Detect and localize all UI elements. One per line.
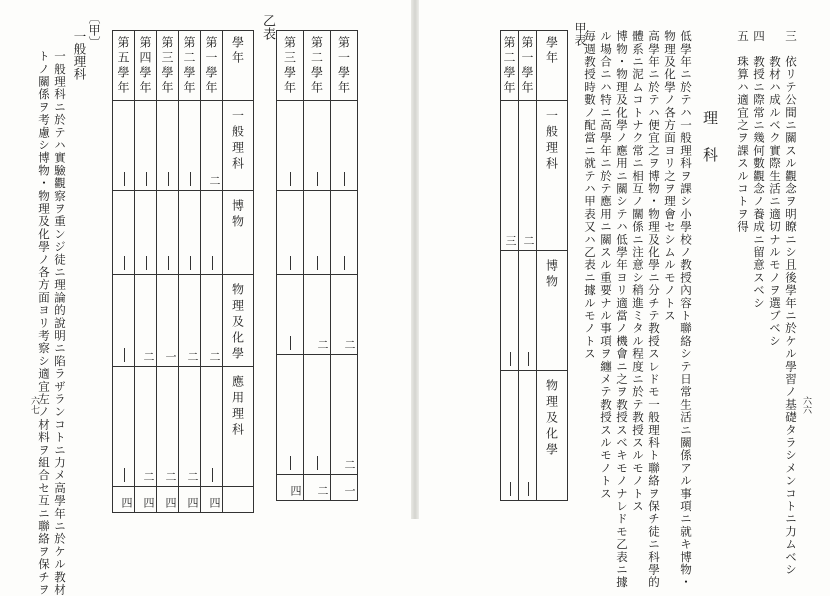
- right-body-text: [582, 30, 694, 589]
- dash-mark: [124, 256, 125, 270]
- hours-value: 二: [208, 175, 221, 186]
- grade-header-text: 第一學年: [520, 36, 534, 96]
- table-row: [277, 101, 358, 191]
- hours-cell: [113, 101, 135, 191]
- dash-mark: [124, 348, 125, 362]
- subject-label: 物理及化學: [544, 379, 559, 459]
- grade-header-text: 第一學年: [336, 36, 351, 96]
- dash-mark: [290, 256, 291, 270]
- hours-cell: [113, 275, 135, 367]
- numbered-item: 三 依リテ公間ニ關スル觀念ヲ明瞭ニシ且後學年ニ於ケル學習ノ基礎タラシメンコトニ力ムベシ: [784, 30, 798, 577]
- hours-value: 一: [164, 351, 177, 362]
- table-row: [113, 367, 254, 487]
- hours-value: 三: [504, 235, 517, 246]
- hours-cell: [157, 191, 179, 275]
- grade-header: [501, 31, 519, 101]
- ko-table: [500, 30, 568, 501]
- hours-value: 二: [316, 485, 329, 496]
- hours-cell: [304, 355, 331, 475]
- hours-value: 一: [343, 485, 356, 496]
- grade-header: [179, 31, 201, 101]
- hours-cell: [201, 487, 223, 513]
- hours-cell: [331, 355, 358, 475]
- subject-cell: [223, 101, 254, 191]
- dash-mark: [317, 456, 318, 470]
- right-numbered-items: [735, 30, 799, 576]
- dash-mark: [190, 172, 191, 186]
- table-row: [113, 487, 254, 513]
- hours-cell: [157, 487, 179, 513]
- numbered-item: 教材ハ成ルベク實際生活ニ適切ナルモノヲ選ブベシ: [768, 30, 782, 348]
- dash-mark: [124, 172, 125, 186]
- right-body-line: 博物・物理及化學ノ應用ニ關シテハ低學年ヨリ適當ノ機會ニ之ヲ教授スベキモノナレドモ乙表ニ據: [615, 30, 629, 589]
- subject-label: 應用理科: [230, 375, 245, 439]
- hours-cell: [113, 487, 135, 513]
- subject-label: 博物: [544, 259, 559, 291]
- dash-mark: [510, 352, 511, 366]
- hours-cell: [179, 275, 201, 367]
- subject-label: 一般理科: [544, 109, 559, 173]
- dash-mark: [344, 256, 345, 270]
- hours-cell: [519, 251, 537, 371]
- table-row: [277, 191, 358, 275]
- table-row: [113, 191, 254, 275]
- hours-value: 四: [186, 497, 199, 508]
- numbered-item: 四 教授ニ際常ニ幾何數觀念ノ養成ニ留意スベシ: [752, 30, 766, 310]
- dash-mark: [146, 172, 147, 186]
- grade-header-text: 第一學年: [204, 36, 218, 96]
- subject-cell: [223, 487, 254, 513]
- hours-cell: [277, 101, 304, 191]
- grade-header-text: 第二學年: [502, 36, 516, 96]
- hours-value: 二: [186, 351, 199, 362]
- year-header: [537, 31, 568, 101]
- hours-cell: [277, 275, 304, 355]
- table-row: [113, 275, 254, 367]
- section-heading-rika: 理科: [701, 110, 719, 184]
- hours-cell: [179, 487, 201, 513]
- hours-cell: [135, 367, 157, 487]
- hours-cell: [304, 275, 331, 355]
- grade-header: [135, 31, 157, 101]
- table-label-ko: 甲表: [573, 22, 587, 46]
- year-header-text: 學年: [230, 36, 245, 66]
- hours-cell: [519, 101, 537, 251]
- hours-cell: [135, 487, 157, 513]
- grade-header: [519, 31, 537, 101]
- subject-cell: [537, 371, 568, 501]
- hours-cell: [201, 191, 223, 275]
- hours-cell: [304, 475, 331, 501]
- table-row: [113, 101, 254, 191]
- hours-cell: [277, 475, 304, 501]
- grade-header: [201, 31, 223, 101]
- hours-cell: [304, 191, 331, 275]
- hours-value: 二: [208, 351, 221, 362]
- year-header: [223, 31, 254, 101]
- left-page-number: 六七: [29, 396, 39, 414]
- dash-mark: [190, 256, 191, 270]
- grade-header: [277, 31, 304, 101]
- hours-value: 四: [208, 497, 221, 508]
- grade-header-text: 第四學年: [138, 36, 152, 96]
- dash-mark: [317, 172, 318, 186]
- left-body-text: [36, 50, 68, 596]
- right-body-line: 物理及化學ノ各方面ヨリ之ヲ理會セシムルモノトス: [663, 30, 677, 323]
- dash-mark: [317, 256, 318, 270]
- hours-value: 四: [120, 497, 133, 508]
- table-label-otsu: 乙表: [260, 14, 275, 40]
- dash-mark: [168, 172, 169, 186]
- hours-cell: [157, 275, 179, 367]
- table-row: [501, 251, 568, 371]
- table-row: [277, 475, 358, 501]
- left-body-line: 一般理科ニ於テハ實驗觀察ヲ重ンジ徒ニ理論的說明ニ陷ラザランコトニ力メ高學年ニ於ケル教材: [53, 50, 67, 596]
- hours-value: 四: [164, 497, 177, 508]
- grade-header: [157, 31, 179, 101]
- hours-cell: [304, 101, 331, 191]
- hours-cell: [135, 275, 157, 367]
- right-body-line: 毎週教授時數ノ配當ニ就テハ甲表又ハ乙表ニ據ルモノトス: [583, 30, 597, 361]
- right-body-line: 體系ニ泥ムコトナク常ニ相互ノ關係ニ注意シ稍進ミタル程度ニ於テ教授スルモノトス: [631, 30, 645, 513]
- hours-cell: [501, 251, 519, 371]
- grade-header: [113, 31, 135, 101]
- dash-mark: [528, 482, 529, 496]
- section-title: 一般理科: [72, 30, 87, 80]
- hours-cell: [331, 191, 358, 275]
- hours-cell: [157, 101, 179, 191]
- hours-cell: [157, 367, 179, 487]
- dash-mark: [146, 256, 147, 270]
- book-gutter: [411, 0, 419, 519]
- hours-cell: [201, 101, 223, 191]
- subject-cell: [223, 275, 254, 367]
- hours-cell: [113, 367, 135, 487]
- numbered-item: 五 珠算ハ適宜之ヲ課スルコトヲ得: [736, 30, 750, 234]
- hours-value: 二: [343, 339, 356, 350]
- hours-cell: [519, 371, 537, 501]
- right-body-line: 高學年ニ於テハ便宜之ヲ博物・物理及化學ニ分チテ教授スレドモ一般理科ト聯絡ヲ保チ徒ニ科學的: [647, 30, 661, 589]
- subject-cell: [223, 191, 254, 275]
- hours-cell: [201, 275, 223, 367]
- hours-value: 四: [142, 497, 155, 508]
- hours-cell: [277, 355, 304, 475]
- hours-cell: [179, 191, 201, 275]
- hours-cell: [179, 367, 201, 487]
- subject-label: 物理及化學: [230, 283, 245, 363]
- hours-value: 四: [289, 485, 302, 496]
- hours-cell: [501, 371, 519, 501]
- dash-mark: [168, 256, 169, 270]
- dash-mark: [510, 482, 511, 496]
- dash-mark: [212, 256, 213, 270]
- hours-cell: [113, 191, 135, 275]
- dash-mark: [290, 336, 291, 350]
- table-row: [277, 275, 358, 355]
- bracket-label: 〔甲〕: [87, 12, 101, 48]
- subject-cell: [537, 251, 568, 371]
- hours-value: 二: [164, 471, 177, 482]
- hours-value: 二: [522, 235, 535, 246]
- grade-header-text: 第三學年: [282, 36, 297, 96]
- subject-cell: [537, 101, 568, 251]
- subject-label: 一般理科: [230, 109, 245, 173]
- dash-mark: [528, 352, 529, 366]
- hours-value: 二: [343, 459, 356, 470]
- grade-header: [331, 31, 358, 101]
- hours-cell: [501, 101, 519, 251]
- grade-header: [304, 31, 331, 101]
- hours-cell: [135, 191, 157, 275]
- otsu-table-continued: [276, 30, 358, 501]
- hours-cell: [135, 101, 157, 191]
- dash-mark: [212, 468, 213, 482]
- hours-cell: [331, 275, 358, 355]
- subject-cell: [223, 367, 254, 487]
- hours-cell: [201, 367, 223, 487]
- dash-mark: [290, 456, 291, 470]
- hours-cell: [179, 101, 201, 191]
- hours-cell: [331, 475, 358, 501]
- table-row: [501, 101, 568, 251]
- left-body-line: トノ關係ヲ考慮シ博物・物理及化學ノ各方面ヨリ考察シ適宜左ノ材料ヲ組合セ互ニ聯絡ヲ保チヲ: [37, 50, 51, 596]
- hours-value: 二: [316, 339, 329, 350]
- dash-mark: [344, 172, 345, 186]
- hours-cell: [277, 191, 304, 275]
- table-row: [501, 371, 568, 501]
- table-row: [277, 355, 358, 475]
- right-body-line: ル場合ニハ特ニ高學年ニ於テ應用ニ關スル重要ナル事項ヲ纏メテ教授スルモノトス: [599, 30, 613, 500]
- dash-mark: [290, 172, 291, 186]
- grade-header-text: 第二學年: [309, 36, 324, 96]
- grade-header-text: 第五學年: [116, 36, 130, 96]
- right-page-number: 六六: [801, 396, 811, 414]
- otsu-table: [112, 30, 254, 513]
- subject-label: 博物: [230, 199, 245, 231]
- hours-value: 二: [186, 471, 199, 482]
- dash-mark: [124, 468, 125, 482]
- year-header-text: 學年: [544, 36, 559, 66]
- grade-header-text: 第三學年: [160, 36, 174, 96]
- grade-header-text: 第二學年: [182, 36, 196, 96]
- hours-value: 二: [142, 351, 155, 362]
- right-body-line: 低學年ニ於テハ一般理科ヲ課シ小學校ノ教授內容ト聯絡シテ日常生活ニ關係アル事項ニ就キ博物・: [679, 30, 693, 589]
- hours-cell: [331, 101, 358, 191]
- hours-value: 二: [142, 471, 155, 482]
